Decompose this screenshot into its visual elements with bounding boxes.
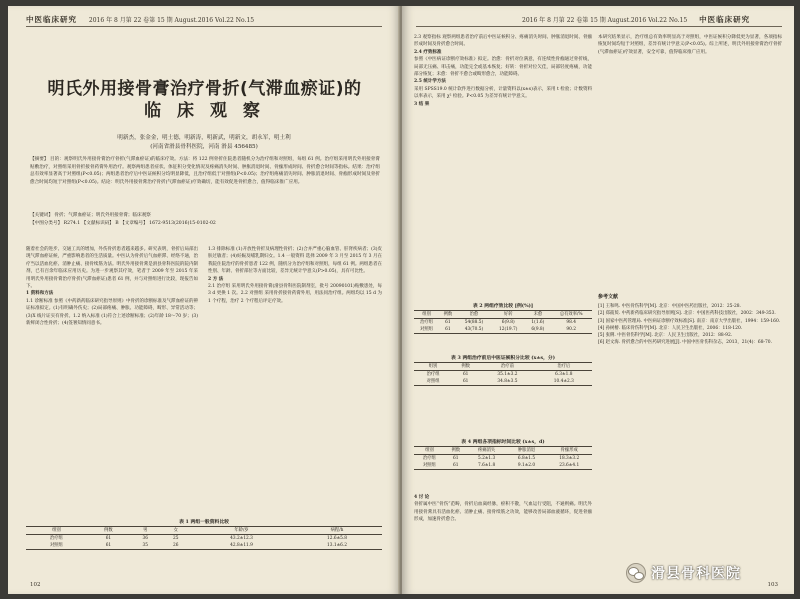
- article-meta: [30, 212, 380, 228]
- table-cell: 对照组: [414, 378, 452, 386]
- title-line-1: 明氏外用接骨膏治疗骨折(气滞血瘀证)的: [47, 79, 362, 99]
- table-cell: 42.8±11.9: [191, 542, 292, 550]
- table-header: 例数: [87, 527, 130, 535]
- table-header: 组别: [26, 527, 87, 535]
- table-cell: 6.3±1.8: [555, 372, 573, 377]
- table-cell: 61: [452, 378, 479, 386]
- table-cell: 25: [173, 536, 179, 541]
- table-cell: 治疗组: [420, 320, 433, 325]
- table-cell: 61: [462, 372, 469, 377]
- table-header: 治疗后: [536, 363, 592, 371]
- table-header: 例数: [439, 311, 457, 319]
- table-cell: 对照组: [26, 542, 87, 550]
- table-cell: 18.3±3.2: [559, 456, 580, 461]
- table-cell: 61: [445, 320, 451, 325]
- right-column-1: [414, 34, 592, 108]
- table-row: [414, 326, 592, 334]
- table-cell: 36: [142, 536, 149, 541]
- efficacy-paragraph: 参照《中医病证诊断疗效标准》拟定。治愈：骨折对位满意，有连续性骨痂通过骨折线，局部无压痛、叩击痛，功能完全或基本恢复；好转：骨折对位欠佳，局部轻度疼痛，功能部分恢复；未愈：骨折不愈合或畸形愈合，功能障碍。: [414, 57, 592, 78]
- table-cell: 98.4: [566, 320, 576, 325]
- table-cell: 1(1.6): [531, 320, 545, 325]
- table-header: 治愈: [457, 311, 491, 319]
- table-header: 例数: [452, 363, 479, 371]
- table-cell: 治疗组: [422, 456, 436, 461]
- table-cell: 61: [439, 326, 457, 334]
- table-row: [26, 535, 382, 543]
- table-header: 例数: [445, 447, 467, 455]
- abstract: 【摘要】 目的：观察明氏外用接骨膏治疗骨折(气滞血瘀证)的临床疗效。方法：将 122 例骨折住院患者随机分为治疗组和对照组，每组 61 例。治疗组采用明氏外用接骨膏贴敷治疗，对照组采用骨折接骨药膏外用治疗。观察两组患者症状、体征积分变化情况及疼痛消失时间、肿胀消退时间、骨痂形成时间、骨折愈合时间等指标。结果：治疗组总有效率显著高于对照组(P<0.05)；两组患者治疗后中医证候积分均明显降低，且治疗组低于对照组(P<0.05)；治疗组疼痛消失时间、肿胀消退时间、骨痂形成时间及骨折愈合时间均短于对照组(P<0.05)。结论：明氏外用接骨膏治疗骨折(气滞血瘀证)疗效确切，能有效促进骨折愈合，值得临床推广应用。: [30, 157, 380, 185]
- table-cell: 治疗组: [426, 372, 440, 377]
- table-cell: 7.6±1.8: [467, 462, 507, 470]
- reference-item: [3] 国家中医药管理局. 中医病证诊断疗效标准[S]. 南京：南京大学出版社，1994：159-160.: [598, 318, 781, 324]
- journal-logo: 中医临床研究: [26, 15, 77, 24]
- table-cell: 10.4±2.3: [536, 378, 592, 386]
- header-rule: [26, 26, 382, 27]
- right-page: [402, 6, 794, 594]
- right-header: [522, 14, 750, 25]
- section-heading: 2.5 统计学方法: [414, 79, 446, 85]
- section-heading: 2.4 疗效标准: [414, 49, 442, 55]
- issue-info: 2016 年 8 月第 22 卷第 15 期 August.2016 Vol.22 No.15: [88, 17, 255, 24]
- criteria-paragraph: 1.3 排除标准 (1)开放性骨折及病理性骨折；(2)合并严重心脑血管、肝肾疾病者；(3)皮肤过敏者；(4)妊娠及哺乳期妇女。1.4 一般资料 选择 2009 年 3 月至 2015 年 3 月在我院住院治疗的骨折患者 122 例，随机分为治疗组和对照组，每组 61 例。两组患者在性别、年龄、骨折部位等方面比较，差异无统计学意义(P>0.05)，具有可比性。: [208, 247, 382, 275]
- table-cell: 治疗组: [49, 536, 63, 541]
- reference-item: [5] 张俐. 中医骨伤科学[M]. 北京：人民卫生出版社，2012：88-92.: [598, 333, 733, 339]
- table-cell: 61: [445, 462, 467, 470]
- table-3: [414, 354, 592, 386]
- table-cell: 35: [130, 542, 160, 550]
- title-line-2: 临 床 观 察: [144, 101, 265, 121]
- table-header: 未愈: [525, 311, 550, 319]
- table-cell: 23.6±4.1: [546, 462, 592, 470]
- authors-block: [28, 134, 380, 152]
- affiliation: (河南省滑县骨科医院，河南 滑县 456485): [150, 144, 258, 150]
- table-cell: 9.1±2.0: [507, 462, 547, 470]
- table-cell: 90.2: [550, 326, 592, 334]
- table-row: [414, 462, 592, 470]
- journal-logo: 中医临床研究: [699, 15, 751, 24]
- table-header: 男: [130, 527, 160, 535]
- table-caption: 表 2 两组疗效比较 [例(%)]: [472, 303, 534, 309]
- left-column-2: [208, 246, 382, 305]
- right-column-2: [598, 34, 782, 56]
- section-heading: 3 结 果: [414, 101, 430, 107]
- table-header: 肿胀消退: [507, 447, 547, 455]
- conclusion-paragraph: 本研究结果显示，治疗组总有效率明显高于对照组，中医证候积分降低更为显著，各项指标恢复时间均短于对照组，差异有统计学意义(P<0.05)。综上所述，明氏外用接骨膏治疗骨折(气滞血瘀证)疗效显著，安全可靠，值得临床推广应用。: [598, 35, 782, 55]
- table-cell: 12(19.7): [491, 326, 525, 334]
- right-column-1-discussion: [414, 494, 592, 524]
- table-cell: 6.8±1.5: [517, 456, 536, 461]
- table-header: 女: [161, 527, 191, 535]
- table-4: [414, 438, 592, 470]
- table-cell: 6(9.8): [501, 320, 515, 325]
- author-list: 明新杰，张金金，明土德，明新涛，明新武，明新文，胡永军，明土利: [117, 135, 291, 141]
- table-header: 治疗前: [479, 363, 535, 371]
- table-cell: 61: [87, 542, 130, 550]
- discussion-paragraph: 骨折属中医“骨伤”范畴，骨折后血离经脉，瘀积不散，气血运行受阻，不通则痛。明氏外用接骨膏具有活血化瘀、消肿止痛、接骨续筋之功效，能够改善局部血液循环，促进骨痂形成，加速骨折愈合。: [414, 502, 592, 523]
- table-cell: 34.8±3.5: [479, 378, 535, 386]
- left-page: [8, 6, 400, 594]
- section-heading: 4 讨 论: [414, 495, 430, 500]
- methods-paragraph: 1.1 诊断标准 参照《中药新药临床研究指导原则》中骨折的诊断标准及气滞血瘀证的辨证标准拟定。(1)有明确外伤史；(2)局部疼痛、肿胀、功能障碍，畸形、异常活动等；(3)X 线片证实有骨折。1.2 纳入标准 (1)符合上述诊断标准；(2)年龄 18～70 岁；(3)新鲜闭合性骨折；(4)签署知情同意书。: [26, 298, 199, 327]
- table-cell: 54(88.5): [464, 320, 484, 325]
- classification: 【中图分类号】 R274.1 【文献标识码】 B 【文章编号】 1672-9513(2016)15-0102-02: [30, 221, 216, 226]
- table-header: 好转: [491, 311, 525, 319]
- table-header: 年龄/岁: [191, 527, 292, 535]
- table-header: 病程/h: [292, 527, 382, 535]
- reference-item: [6] 赵文海. 骨折愈合的中医药研究进展[J]. 中国中医骨伤科杂志，2013，21(4)：68-70.: [598, 340, 772, 346]
- table-1: [26, 518, 382, 550]
- table-2: [414, 302, 592, 334]
- table-row: [26, 542, 382, 550]
- left-header: [26, 14, 254, 25]
- watermark-text: 滑县骨科医院: [651, 566, 741, 582]
- table-header: 总有效率/%: [550, 311, 592, 319]
- keywords: 【关键词】 骨折；气滞血瘀证；明氏外用接骨膏；临床观察: [30, 213, 151, 218]
- table-row: [414, 378, 592, 386]
- table-row: [414, 455, 592, 463]
- table-cell: 6(9.8): [525, 326, 550, 334]
- intro-paragraph: 随着社会的进步、交通工具的增加，外伤骨折患者越来越多。研究表明，骨折后局部出现气滞血瘀证候，严重影响患者的生活质量。中医认为骨折后气血瘀滞、经络不通，治疗当以活血化瘀、消肿止痛、接骨续筋为法。明氏外用接骨膏是滑县骨科医院的院内制剂，已有百余年临床应用历史。为进一步观察其疗效，笔者于 2009 年至 2015 年采用明氏外用接骨膏治疗骨折(气滞血瘀证)患者 61 例，并与对照组进行比较，现报告如下。: [26, 247, 198, 290]
- table-row: [414, 319, 592, 327]
- reference-item: [1] 王和鸣. 中医骨伤科学[M]. 北京：中国中医药出版社，2012：25-28.: [598, 304, 741, 310]
- table-row: [414, 371, 592, 379]
- treatment-paragraph: 2.1 治疗组 采用明氏外用接骨膏(滑县骨科医院制剂室，批号 20090101)贴敷患处，每 3 d 更换 1 次。2.2 对照组 采用骨折接骨药膏外用，用法同治疗组。两组均以 15 d 为 1 个疗程，治疗 2 个疗程后评定疗效。: [208, 284, 382, 304]
- issue-info: 2016 年 8 月第 22 卷第 15 期 August.2016 Vol.22 No.15: [522, 17, 688, 24]
- table-caption: 表 1 两组一般资料比较: [179, 519, 229, 525]
- page-number: 102: [30, 582, 41, 588]
- table-cell: 对照组: [414, 326, 439, 334]
- table-caption: 表 3 两组治疗前后中医证候积分比较 (x±s，分): [450, 355, 555, 361]
- article-title: [32, 78, 377, 122]
- table-header: 疼痛消失: [467, 447, 507, 455]
- table-cell: 13.1±6.2: [292, 542, 382, 550]
- references: [598, 294, 782, 346]
- table-header: 组别: [414, 363, 452, 371]
- table-cell: 61: [453, 456, 459, 461]
- reference-item: [4] 孙树椿. 临床骨伤科学[M]. 北京：人民卫生出版社，2006：118-120.: [598, 325, 743, 331]
- table-header: 骨痂形成: [546, 447, 592, 455]
- table-cell: 5.2±1.3: [478, 456, 496, 461]
- table-header: 组别: [414, 311, 439, 319]
- references-heading: 参考文献: [598, 294, 619, 300]
- table-cell: 43(70.5): [457, 326, 491, 334]
- table-cell: 43.2±12.3: [230, 536, 253, 541]
- statistics-paragraph: 采用 SPSS19.0 统计软件进行数据分析，计量资料以(x±s)表示，采用 t 检验；计数资料以率表示，采用 χ² 检验。P<0.05 为差异有统计学意义。: [414, 86, 592, 100]
- page-number: 103: [767, 582, 778, 588]
- table-cell: 61: [105, 536, 112, 541]
- table-cell: 26: [161, 542, 191, 550]
- section-heading: 1 资料和方法: [26, 291, 54, 297]
- table-cell: 12.6±5.8: [327, 536, 348, 541]
- indicators-paragraph: 2.3 观察指标 观察两组患者治疗前后中医证候积分、疼痛消失时间、肿胀消退时间、骨痂形成时间及骨折愈合时间。: [414, 35, 592, 48]
- watermark: [626, 560, 794, 586]
- section-heading: 2 方 法: [208, 276, 224, 282]
- table-cell: 对照组: [414, 462, 445, 470]
- left-column-1: [26, 246, 198, 327]
- reference-item: [2] 郑筱萸. 中药新药临床研究指导原则[S]. 北京：中国医药科技出版社，2002：349-353.: [598, 311, 776, 317]
- wechat-icon: [626, 563, 646, 583]
- header-rule: [416, 26, 782, 27]
- table-caption: 表 4 两组各项指标时间比较 (x±s，d): [461, 439, 545, 445]
- table-header: 组别: [414, 447, 445, 455]
- table-cell: 35.1±3.2: [497, 372, 518, 377]
